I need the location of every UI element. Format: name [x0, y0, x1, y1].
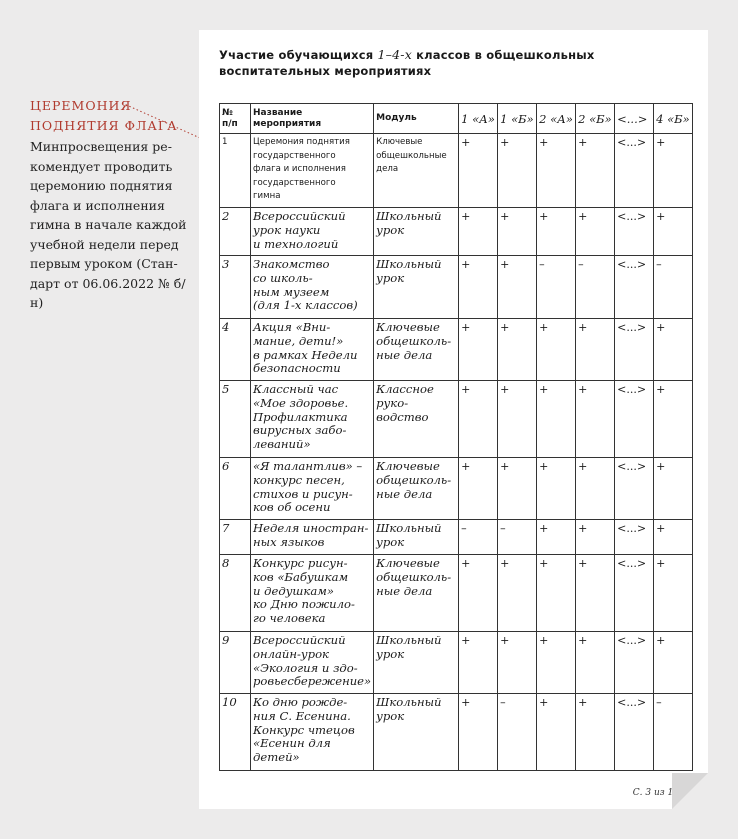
document-title-pre: Участие обучающихся: [219, 48, 378, 62]
document-title-italic: 1–4-х: [377, 47, 412, 62]
event-name-cell: Классный час «Мое здоровье. Профилактика вирусных забо- леваний»: [251, 381, 374, 458]
event-name-cell: Всероссийский урок науки и технологий: [251, 208, 374, 256]
event-name-cell: Знакомство со школь- ным музеем (для 1-х классов): [251, 256, 374, 319]
participation-mark-cell: <...>: [615, 381, 654, 458]
participation-mark-cell: <...>: [615, 694, 654, 771]
participation-mark-cell: +: [498, 134, 537, 208]
header-class: 2 «Б»: [576, 104, 615, 134]
participation-mark-cell: +: [537, 555, 576, 632]
participation-mark-cell: +: [654, 381, 693, 458]
participation-mark-cell: +: [537, 381, 576, 458]
module-cell: Школьный урок: [374, 256, 459, 319]
participation-mark-cell: +: [537, 458, 576, 520]
event-name-cell: Ко дню рожде- ния С. Есенина. Конкурс чтецов «Есенин для детей»: [251, 694, 374, 771]
table-row: [220, 694, 693, 771]
participation-mark-cell: –: [498, 520, 537, 555]
event-name-cell: «Я талантлив» – конкурс песен, стихов и рисун- ков об осени: [251, 458, 374, 520]
table-row: [220, 632, 693, 694]
header-class: 1 «Б»: [498, 104, 537, 134]
events-table: [219, 103, 693, 771]
table-row: [220, 319, 693, 381]
participation-mark-cell: +: [459, 319, 498, 381]
module-cell: Ключевые общешколь- ные дела: [374, 319, 459, 381]
participation-mark-cell: +: [498, 381, 537, 458]
row-number-cell: 6: [220, 458, 251, 520]
participation-mark-cell: –: [498, 694, 537, 771]
participation-mark-cell: +: [654, 208, 693, 256]
participation-mark-cell: +: [498, 458, 537, 520]
participation-mark-cell: +: [576, 632, 615, 694]
module-cell: Школьный урок: [374, 520, 459, 555]
sidebar-title-line1: ЦЕРЕМОНИЯ: [30, 98, 132, 113]
module-cell: Классное руко- водство: [374, 381, 459, 458]
participation-mark-cell: –: [537, 256, 576, 319]
participation-mark-cell: +: [459, 458, 498, 520]
row-number-cell: 5: [220, 381, 251, 458]
document-title: [219, 47, 694, 79]
row-number-cell: 3: [220, 256, 251, 319]
header-class: 2 «А»: [537, 104, 576, 134]
participation-mark-cell: +: [654, 458, 693, 520]
module-cell: Ключевые общешколь- ные дела: [374, 555, 459, 632]
participation-mark-cell: +: [537, 319, 576, 381]
participation-mark-cell: +: [459, 381, 498, 458]
participation-mark-cell: <...>: [615, 134, 654, 208]
table-row: [220, 208, 693, 256]
row-number-cell: 1: [220, 134, 251, 208]
sidebar-title-line2: ПОДНЯТИЯ ФЛАГА: [30, 118, 178, 133]
participation-mark-cell: <...>: [615, 632, 654, 694]
participation-mark-cell: <...>: [615, 256, 654, 319]
participation-mark-cell: +: [537, 134, 576, 208]
participation-mark-cell: <...>: [615, 458, 654, 520]
event-name-cell: Всероссийский онлайн-урок «Экология и здо- ровьесбережение»: [251, 632, 374, 694]
document-title-post: классов в общешкольных воспитательных мероприятиях: [219, 48, 595, 78]
participation-mark-cell: –: [654, 256, 693, 319]
participation-mark-cell: +: [576, 694, 615, 771]
participation-mark-cell: +: [654, 134, 693, 208]
module-cell: Школьный урок: [374, 694, 459, 771]
table-row: [220, 256, 693, 319]
participation-mark-cell: <...>: [615, 555, 654, 632]
participation-mark-cell: +: [459, 694, 498, 771]
sidebar-note: [30, 96, 190, 313]
event-name-cell: Конкурс рисун- ков «Бабушкам и дедушкам» ко Дню пожило- го человека: [251, 555, 374, 632]
participation-mark-cell: +: [576, 458, 615, 520]
participation-mark-cell: +: [459, 555, 498, 632]
participation-mark-cell: <...>: [615, 319, 654, 381]
participation-mark-cell: +: [654, 520, 693, 555]
module-cell: Ключевые общешколь- ные дела: [374, 458, 459, 520]
participation-mark-cell: +: [459, 256, 498, 319]
document-page: [199, 30, 708, 809]
row-number-cell: 10: [220, 694, 251, 771]
module-cell: Школьный урок: [374, 208, 459, 256]
header-name: Название мероприятия: [251, 104, 374, 134]
event-name-cell: Акция «Вни- мание, дети!» в рамках Недели безопасности: [251, 319, 374, 381]
participation-mark-cell: +: [654, 319, 693, 381]
page-fold-corner: [672, 773, 708, 809]
participation-mark-cell: +: [498, 555, 537, 632]
participation-mark-cell: +: [498, 256, 537, 319]
row-number-cell: 8: [220, 555, 251, 632]
participation-mark-cell: +: [654, 632, 693, 694]
table-row: [220, 520, 693, 555]
participation-mark-cell: +: [459, 632, 498, 694]
participation-mark-cell: +: [498, 208, 537, 256]
table-row: [220, 458, 693, 520]
row-number-cell: 4: [220, 319, 251, 381]
row-number-cell: 2: [220, 208, 251, 256]
participation-mark-cell: +: [537, 632, 576, 694]
participation-mark-cell: +: [498, 632, 537, 694]
table-header-row: [220, 104, 693, 134]
event-name-cell: Церемония поднятия государственного флага и исполнения государственного гимна: [251, 134, 374, 208]
participation-mark-cell: +: [576, 555, 615, 632]
row-number-cell: 7: [220, 520, 251, 555]
header-module: Модуль: [374, 104, 459, 134]
module-cell: Школьный урок: [374, 632, 459, 694]
participation-mark-cell: <...>: [615, 520, 654, 555]
participation-mark-cell: +: [576, 319, 615, 381]
participation-mark-cell: +: [537, 208, 576, 256]
page-number: С. 3 из 13: [632, 788, 679, 798]
participation-mark-cell: +: [576, 381, 615, 458]
sidebar-title: [30, 96, 190, 136]
participation-mark-cell: +: [537, 694, 576, 771]
header-num: № п/п: [220, 104, 251, 134]
participation-mark-cell: +: [537, 520, 576, 555]
participation-mark-cell: +: [576, 520, 615, 555]
participation-mark-cell: –: [576, 256, 615, 319]
header-class: 4 «Б»: [654, 104, 693, 134]
module-cell: Ключевые общешкольные дела: [374, 134, 459, 208]
header-class: <...>: [615, 104, 654, 134]
event-name-cell: Неделя иностран- ных языков: [251, 520, 374, 555]
table-row: [220, 381, 693, 458]
table-row: [220, 555, 693, 632]
sidebar-body-text: Минпросвещения ре- комендует проводить церемонию поднятия флага и исполнения гимна в начале каждой учебной недели перед первым уроком (Стан- дарт от 06.06.2022 № б/н): [30, 139, 187, 310]
participation-mark-cell: +: [576, 134, 615, 208]
participation-mark-cell: +: [459, 208, 498, 256]
participation-mark-cell: +: [459, 134, 498, 208]
participation-mark-cell: –: [459, 520, 498, 555]
row-number-cell: 9: [220, 632, 251, 694]
participation-mark-cell: –: [654, 694, 693, 771]
table-row: [220, 134, 693, 208]
participation-mark-cell: +: [654, 555, 693, 632]
header-class: 1 «А»: [459, 104, 498, 134]
participation-mark-cell: +: [576, 208, 615, 256]
participation-mark-cell: <...>: [615, 208, 654, 256]
participation-mark-cell: +: [498, 319, 537, 381]
